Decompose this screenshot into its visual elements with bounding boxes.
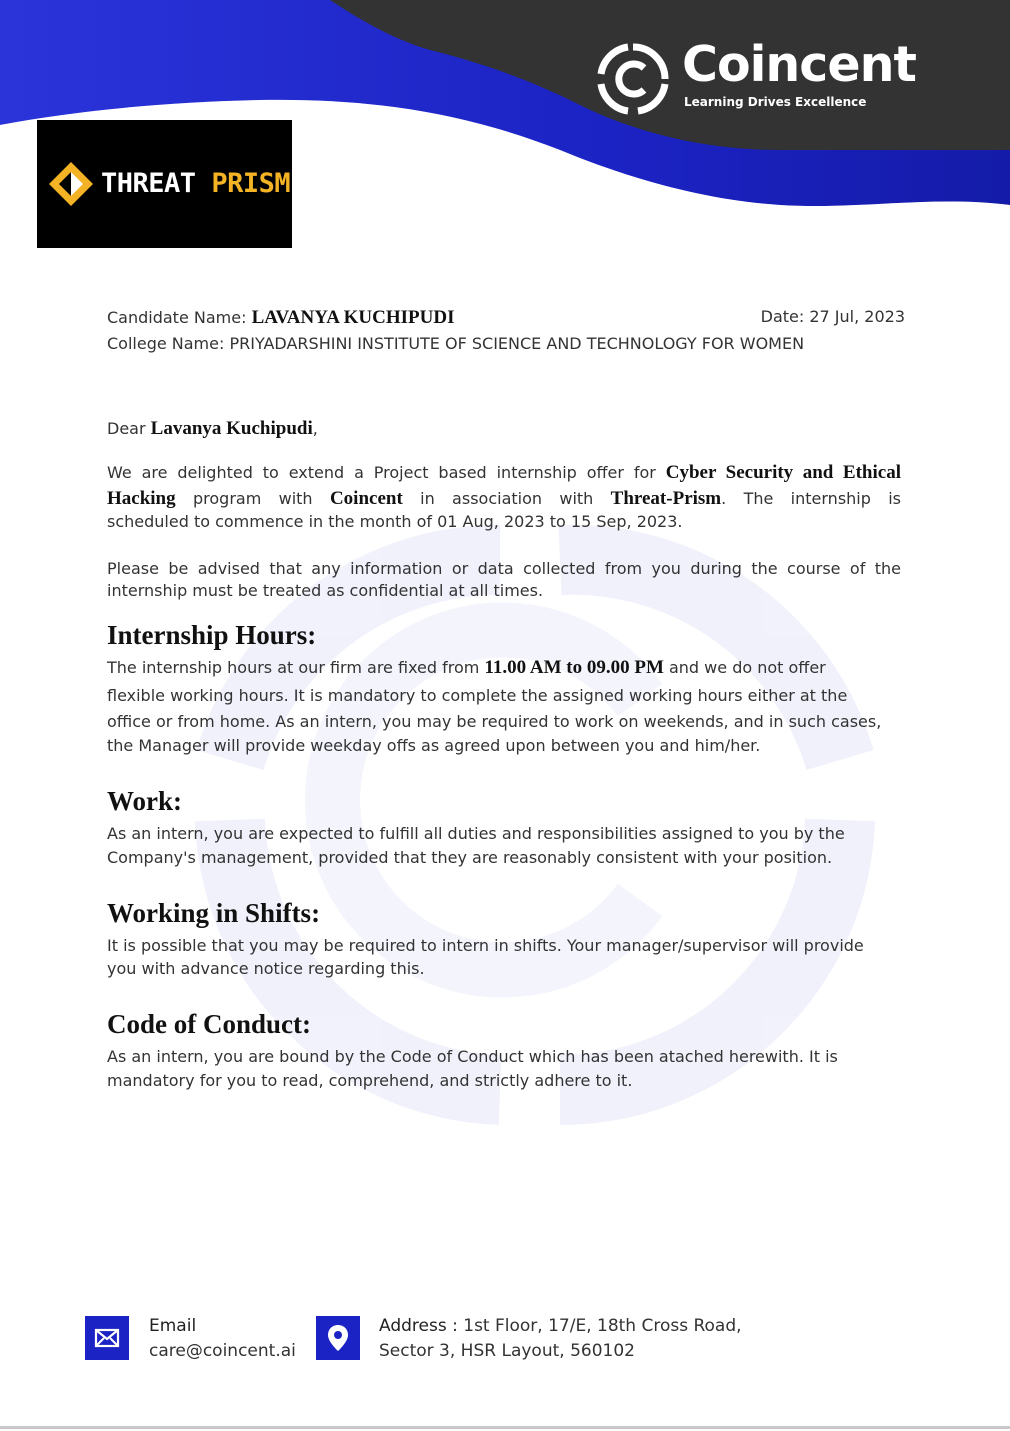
confidential-line-1: Please be advised that any information or data collected from you during the course of the <box>107 559 901 578</box>
intro-line-3: scheduled to commence in the month of 01 Aug, 2023 to 15 Sep, 2023. <box>107 512 683 531</box>
coincent-tagline: Learning Drives Excellence <box>684 95 867 109</box>
work-line-1: As an intern, you are expected to fulfill all duties and responsibilities assigned to you by the <box>107 824 845 843</box>
threat-prism-word-1: THREAT <box>101 168 196 199</box>
intro-text-1: We are delighted to extend a Project based internship offer for <box>107 463 656 482</box>
email-icon <box>85 1316 129 1360</box>
threat-prism-logo-icon <box>47 160 95 208</box>
college-name: PRIYADARSHINI INSTITUTE OF SCIENCE AND TECHNOLOGY FOR WOMEN <box>229 334 805 353</box>
conduct-heading: Code of Conduct: <box>107 1009 312 1039</box>
program-name-part-2: Hacking <box>107 488 176 509</box>
program-name-part-1: Cyber Security and Ethical <box>665 462 901 483</box>
threat-prism-wordmark <box>101 168 290 199</box>
coincent-logo-icon <box>596 42 670 116</box>
hours-text-2: and we do not offer <box>668 658 826 677</box>
conduct-line-2: mandatory for you to read, comprehend, and strictly adhere to it. <box>107 1071 633 1090</box>
date-line <box>761 307 905 326</box>
salutation-suffix: , <box>312 419 318 438</box>
address-text-1: 1st Floor, 17/E, 18th Cross Road, <box>463 1316 742 1336</box>
conduct-line-1: As an intern, you are bound by the Code of Conduct which has been atached herewith. It is <box>107 1047 838 1066</box>
intro-text-3: in association with <box>420 489 594 508</box>
intro-line-2 <box>107 486 901 511</box>
hours-line-4: the Manager will provide weekday offs as agreed upon between you and him/her. <box>107 736 761 755</box>
salutation <box>107 418 318 440</box>
hours-heading: Internship Hours: <box>107 620 317 650</box>
shifts-line-1: It is possible that you may be required to intern in shifts. Your manager/supervisor will provide <box>107 936 864 955</box>
college-line <box>107 334 804 353</box>
candidate-name-line <box>107 307 454 329</box>
intro-text-4: . The internship is <box>721 489 902 508</box>
hours-text-1: The internship hours at our firm are fixed from <box>107 658 480 677</box>
confidential-line-2: internship must be treated as confidential at all times. <box>107 581 544 600</box>
email-label: Email <box>149 1316 197 1336</box>
college-label: College Name: <box>107 334 225 353</box>
hours-line-1 <box>107 657 826 679</box>
coincent-wordmark: Coincent <box>682 36 916 93</box>
shifts-heading: Working in Shifts: <box>107 898 321 928</box>
partner-name: Threat-Prism <box>610 488 722 509</box>
address-line-2: Sector 3, HSR Layout, 560102 <box>379 1341 635 1361</box>
salutation-name: Lavanya Kuchipudi <box>150 418 313 439</box>
page-bottom-border <box>0 1426 1010 1429</box>
intro-text-2: program with <box>192 489 313 508</box>
location-pin-icon <box>316 1316 360 1360</box>
address-line-1 <box>379 1316 742 1336</box>
email-icon-box <box>85 1316 129 1360</box>
date-value: 27 Jul, 2023 <box>809 307 905 326</box>
threat-prism-logo <box>37 120 292 248</box>
hours-line-3: office or from home. As an intern, you may be required to work on weekends, and in such cases, <box>107 712 882 731</box>
hours-time: 11.00 AM to 09.00 PM <box>484 657 664 678</box>
location-icon-box <box>316 1316 360 1360</box>
salutation-prefix: Dear <box>107 419 146 438</box>
hours-line-2: flexible working hours. It is mandatory to complete the assigned working hours either at the <box>107 686 848 705</box>
company-name: Coincent <box>329 488 403 509</box>
address-label: Address : <box>379 1316 458 1336</box>
date-label: Date: <box>760 307 805 326</box>
candidate-name-label: Candidate Name: <box>107 308 247 327</box>
candidate-name: LAVANYA KUCHIPUDI <box>251 307 455 328</box>
intro-line-1 <box>107 460 901 485</box>
work-heading: Work: <box>107 786 183 816</box>
email-address[interactable]: care@coincent.ai <box>149 1341 296 1361</box>
coincent-logo <box>596 36 926 120</box>
shifts-line-2: you with advance notice regarding this. <box>107 959 425 978</box>
work-line-2: Company's management, provided that they are reasonably consistent with your position. <box>107 848 833 867</box>
threat-prism-word-2: PRISM <box>211 168 291 199</box>
